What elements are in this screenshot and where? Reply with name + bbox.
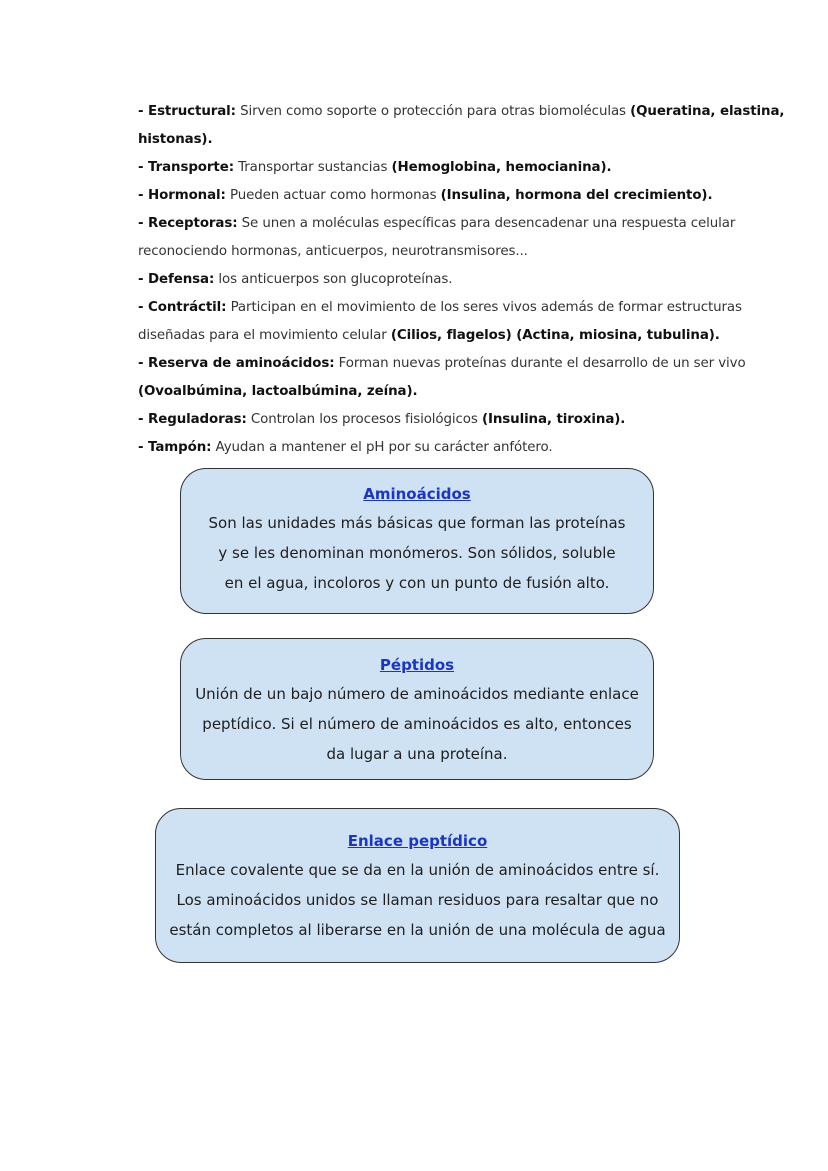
function-examples: (Cilios, flagelos) (Actina, miosina, tubulina). (390, 328, 720, 343)
box-line: da lugar a una proteína. (326, 745, 508, 763)
protein-functions-list (138, 98, 788, 462)
box-line: Unión de un bajo número de aminoácidos mediante enlace (195, 685, 639, 703)
function-item-transporte (138, 154, 788, 182)
box-title: Enlace peptídico (347, 832, 488, 850)
function-term: - Hormonal: (138, 188, 226, 203)
function-examples: (Insulina, hormona del crecimiento). (440, 188, 713, 203)
function-term: - Defensa: (138, 272, 215, 287)
box-title: Aminoácidos (363, 485, 471, 503)
function-examples: (Ovoalbúmina, lactoalbúmina, zeína). (138, 384, 418, 399)
function-item-reguladoras (138, 406, 788, 434)
enlace-peptidico-box (155, 808, 680, 963)
function-item-defensa (138, 266, 788, 294)
function-item-contractil (138, 294, 788, 350)
function-term: - Reserva de aminoácidos: (138, 356, 335, 371)
function-examples: (Insulina, tiroxina). (481, 412, 626, 427)
function-text: Participan en el movimiento de los seres vivos además de formar estructuras diseñadas para el movimiento celular (138, 300, 742, 343)
function-item-hormonal (138, 182, 788, 210)
function-item-reserva (138, 350, 788, 406)
box-line: Enlace covalente que se da en la unión de aminoácidos entre sí. (175, 861, 660, 879)
function-text: Transportar sustancias (233, 160, 392, 175)
function-text: Ayudan a mantener el pH por su carácter anfótero. (211, 440, 553, 455)
function-examples: (Queratina, elastina, histonas). (138, 104, 785, 147)
box-title: Péptidos (379, 656, 455, 674)
aminoacidos-box (180, 468, 654, 614)
function-text: Forman nuevas proteínas durante el desarrollo de un ser vivo (334, 356, 746, 371)
function-term: - Transporte: (138, 160, 234, 175)
function-term: - Tampón: (138, 440, 212, 455)
box-line: y se les denominan monómeros. Son sólidos, soluble (218, 544, 616, 562)
function-item-estructural (138, 98, 788, 154)
function-text: Sirven como soporte o protección para otras biomoléculas (235, 104, 631, 119)
peptidos-box (180, 638, 654, 780)
function-item-receptoras (138, 210, 788, 266)
box-line: Los aminoácidos unidos se llaman residuos para resaltar que no (176, 891, 659, 909)
box-line: peptídico. Si el número de aminoácidos es alto, entonces (202, 715, 632, 733)
function-text: Pueden actuar como hormonas (225, 188, 441, 203)
function-item-tampon (138, 434, 788, 462)
function-term: - Estructural: (138, 104, 236, 119)
function-term: - Receptoras: (138, 216, 238, 231)
box-line: Son las unidades más básicas que forman las proteínas (208, 514, 626, 532)
function-term: - Reguladoras: (138, 412, 247, 427)
function-text: Se unen a moléculas específicas para desencadenar una respuesta celular reconociendo hormonas, anticuerpos, neurotransmisores... (138, 216, 736, 259)
function-term: - Contráctil: (138, 300, 227, 315)
function-text: Controlan los procesos fisiológicos (246, 412, 482, 427)
box-line: están completos al liberarse en la unión de una molécula de agua (169, 921, 666, 939)
box-line: en el agua, incoloros y con un punto de fusión alto. (224, 574, 610, 592)
function-text: los anticuerpos son glucoproteínas. (214, 272, 453, 287)
function-examples: (Hemoglobina, hemocianina). (391, 160, 612, 175)
